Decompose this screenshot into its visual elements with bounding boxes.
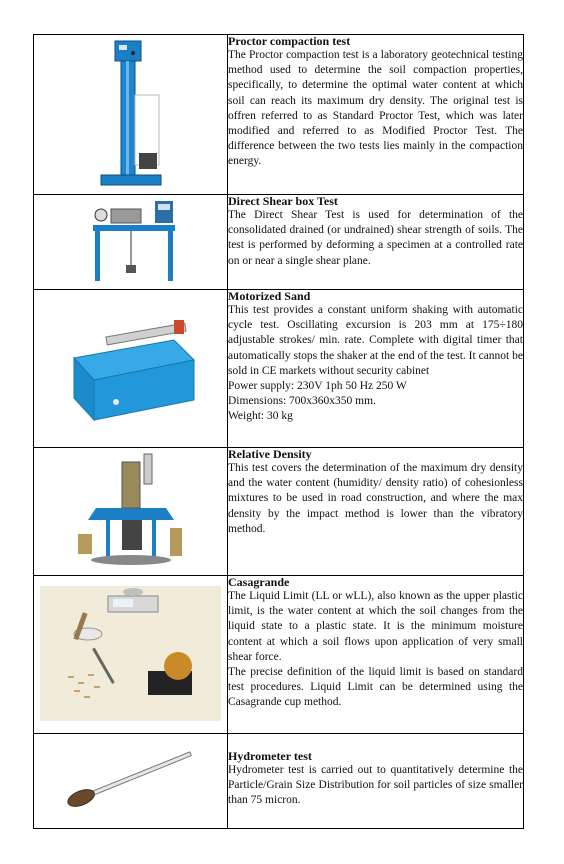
spec-power: Power supply: 230V 1ph 50 Hz 250 W	[228, 380, 407, 393]
row-description: The Direct Shear Test is used for determination of the consolidated drained (or undrained) shear strength of soils. The test is performed by deforming a specimen at a controlled rate on or near a single shear plane.	[228, 209, 523, 267]
equipment-table	[33, 34, 524, 829]
text-cell	[228, 448, 524, 576]
table-row	[34, 448, 524, 576]
direct-shear-apparatus-image	[71, 195, 191, 287]
image-cell	[34, 734, 228, 829]
text-cell	[228, 734, 524, 829]
text-cell	[228, 290, 524, 448]
table-row	[34, 35, 524, 195]
spec-weight: Weight: 30 kg	[228, 410, 293, 423]
text-cell	[228, 576, 524, 734]
row-title: Relative Density	[228, 447, 312, 461]
hydrometer-image	[56, 734, 206, 826]
image-cell	[34, 290, 228, 448]
spec-dimensions: Dimensions: 700x360x350 mm.	[228, 395, 376, 408]
image-cell	[34, 576, 228, 734]
row-description: Hydrometer test is carried out to quantitatively determine the Particle/Grain Size Distribution for soil particles of size smaller than 75 micron.	[228, 764, 523, 807]
image-cell	[34, 195, 228, 290]
row-title: Motorized Sand	[228, 289, 311, 303]
row-description-extra: The precise definition of the liquid limit is based on standard test procedures. Liquid Limit can be determined using the Casagrande cup method.	[228, 666, 523, 709]
row-title: Hydrometer test	[228, 749, 312, 763]
table-row	[34, 734, 524, 829]
row-description: This test covers the determination of the maximum dry density and the water content (humidity/ density ratio) of cohesionless mixtures to be used in road construction, and where the max density by the impact method is lower than the vibratory method.	[228, 462, 523, 535]
motorized-sand-shaker-image	[56, 290, 206, 440]
relative-density-apparatus-image	[66, 448, 196, 570]
row-description: The Liquid Limit (LL or wLL), also known as the upper plastic limit, is the water content at which the soil changes from the liquid state to a plastic state. It is the minimum moisture content at which a soil flows upon application of very small shear force.	[228, 590, 523, 663]
row-title: Direct Shear box Test	[228, 194, 338, 208]
row-title: Casagrande	[228, 575, 290, 589]
table-row	[34, 576, 524, 734]
proctor-compaction-apparatus-image	[71, 35, 191, 193]
row-description: The Proctor compaction test is a laboratory geotechnical testing method used to determine the soil compaction properties, specifically, to determine the optimal water content at which soil can reach its maximum dry density. The original test is offren referred to as Standard Proctor Test, which was later modified and referred to as Modified Proctor Test. The difference between the two tests lies mainly in the compaction energy.	[228, 49, 523, 168]
row-description: This test provides a constant uniform shaking with automatic cycle test. Oscillating excursion is 203 mm at 175÷180 adjustable strokes/ min. rate. Complete with digital timer that automatically stops the shaker at the end of the test. It cannot be sold in CE markets without security cabinet	[228, 304, 523, 377]
text-cell	[228, 195, 524, 290]
image-cell	[34, 448, 228, 576]
casagrande-apparatus-image	[38, 576, 223, 726]
table-row	[34, 290, 524, 448]
table-row	[34, 195, 524, 290]
image-cell	[34, 35, 228, 195]
text-cell	[228, 35, 524, 195]
row-title: Proctor compaction test	[228, 34, 351, 48]
